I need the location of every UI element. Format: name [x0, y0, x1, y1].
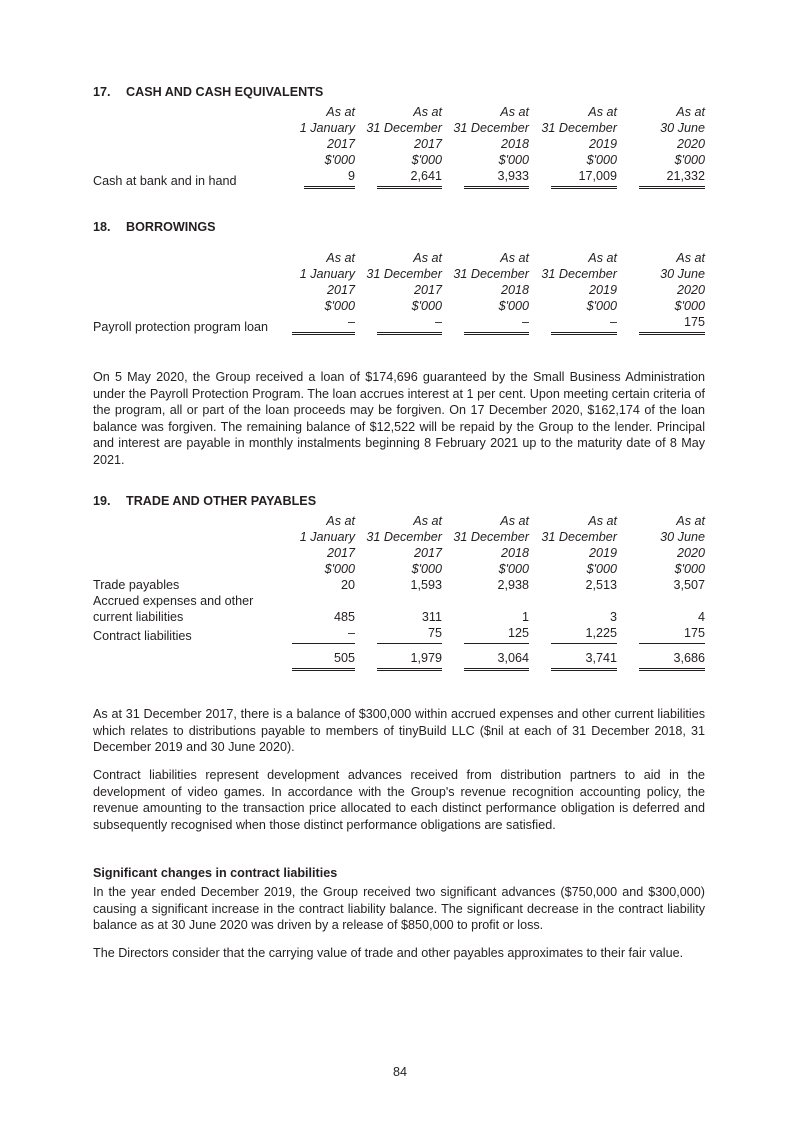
- col-header: As at 31 December 2019 $'000: [541, 514, 617, 576]
- col-header: As at 31 December 2019 $'000: [541, 251, 617, 313]
- payables-table: [93, 513, 705, 671]
- row-label: Trade payables: [93, 578, 180, 592]
- cell-value: 75: [377, 625, 442, 644]
- cell-value: 20: [340, 578, 355, 592]
- cell-value: 17,009: [551, 168, 617, 189]
- col-header: As at 31 December 2019 $'000: [541, 105, 617, 167]
- cell-value: 3,507: [673, 578, 705, 592]
- cell-value: 2,513: [585, 578, 617, 592]
- total-value: 505: [292, 650, 355, 671]
- cell-value: 3,933: [464, 168, 529, 189]
- col-header: As at 31 December 2017 $'000: [366, 251, 442, 313]
- section-18-title: 18. BORROWINGS: [93, 220, 216, 234]
- col-header: As at 30 June 2020 $'000: [660, 514, 705, 576]
- cell-value: 1,225: [551, 625, 617, 644]
- cell-value: 175: [639, 625, 705, 644]
- cell-value: –: [377, 314, 442, 335]
- cell-value: 125: [464, 625, 529, 644]
- cell-value: –: [292, 625, 355, 644]
- cell-value: 175: [639, 314, 705, 335]
- cell-value: 1,593: [410, 578, 442, 592]
- cell-value: 311: [421, 610, 442, 624]
- section-19-title: 19. TRADE AND OTHER PAYABLES: [93, 494, 317, 508]
- row-label: Cash at bank and in hand: [93, 174, 237, 188]
- cell-value: –: [464, 314, 529, 335]
- table-row: [93, 168, 705, 189]
- cell-value: 485: [333, 610, 355, 624]
- cell-value: 21,332: [639, 168, 705, 189]
- payables-note-2: Contract liabilities represent development advances received from distribution partners to aid in the development of video games. In accordance with the Group's revenue recognition accounting policy, the revenue amounting to the transaction price allocated to each distinct performance obligation is deferred and subsequently recognised when those distinct performance obligations are satisfied.: [93, 768, 705, 832]
- col-header: As at 30 June 2020 $'000: [660, 105, 705, 167]
- col-header: As at 31 December 2017 $'000: [366, 514, 442, 576]
- subheading: Significant changes in contract liabilities: [93, 866, 338, 880]
- col-header: As at 31 December 2018 $'000: [453, 105, 529, 167]
- borrowings-note: On 5 May 2020, the Group received a loan of $174,696 guaranteed by the Small Business Administration under the Payroll Protection Program. The loan accrues interest at 1 per cent. Upon meeting certain criteria of the program, all or part of the loan proceeds may be forgiven. On 17 December 2020, $162,174 of the loan balance was forgiven. The remaining balance of $12,522 will be repaid by the Group to the lender. Principal and interest are payable in monthly instalments beginning 8 February 2021 up to the maturity date of 8 May 2021.: [93, 370, 705, 467]
- section-17-title: 17. CASH AND CASH EQUIVALENTS: [93, 85, 324, 99]
- row-label: Payroll protection program loan: [93, 320, 269, 334]
- col-header: As at 1 January 2017 $'000: [299, 251, 355, 313]
- col-header: As at 31 December 2018 $'000: [453, 251, 529, 313]
- col-header: As at 1 January 2017 $'000: [299, 514, 355, 576]
- cash-table: [93, 104, 705, 189]
- col-header: As at 31 December 2017 $'000: [366, 105, 442, 167]
- cell-value: 4: [697, 610, 705, 624]
- total-row: [93, 644, 705, 671]
- row-label: Contract liabilities: [93, 629, 192, 643]
- col-header: As at 31 December 2018 $'000: [453, 514, 529, 576]
- cell-value: 9: [304, 168, 355, 189]
- total-value: 3,741: [551, 650, 617, 671]
- cell-value: 3: [609, 610, 617, 624]
- cell-value: 2,641: [377, 168, 442, 189]
- payables-note-3: In the year ended December 2019, the Group received two significant advances ($750,000 and $300,000) causing a significant increase in the contract liability balance. The significant decrease in the contract liability balance as at 30 June 2020 was driven by a release of $850,000 to profit or loss.: [93, 885, 705, 933]
- total-value: 3,686: [639, 650, 705, 671]
- row-label: Accrued expenses and other current liabilities: [93, 594, 254, 624]
- table-row: [93, 314, 705, 335]
- table-row: [93, 577, 705, 593]
- cell-value: –: [292, 314, 355, 335]
- col-header: As at 30 June 2020 $'000: [660, 251, 705, 313]
- payables-note-1: As at 31 December 2017, there is a balance of $300,000 within accrued expenses and other current liabilities which relates to distributions payable to members of tinyBuild LLC ($nil at each of 31 December 2018, 31 December 2019 and 30 June 2020).: [93, 707, 705, 755]
- table-row: [93, 625, 705, 644]
- col-header: As at 1 January 2017 $'000: [299, 105, 355, 167]
- cell-value: –: [551, 314, 617, 335]
- table-row: [93, 593, 705, 625]
- total-value: 1,979: [377, 650, 442, 671]
- borrowings-table: [93, 250, 705, 335]
- cell-value: 2,938: [497, 578, 529, 592]
- page-number: 84: [392, 1065, 407, 1079]
- cell-value: 1: [521, 610, 529, 624]
- payables-note-4: The Directors consider that the carrying value of trade and other payables approximates to their fair value.: [93, 946, 684, 960]
- total-value: 3,064: [464, 650, 529, 671]
